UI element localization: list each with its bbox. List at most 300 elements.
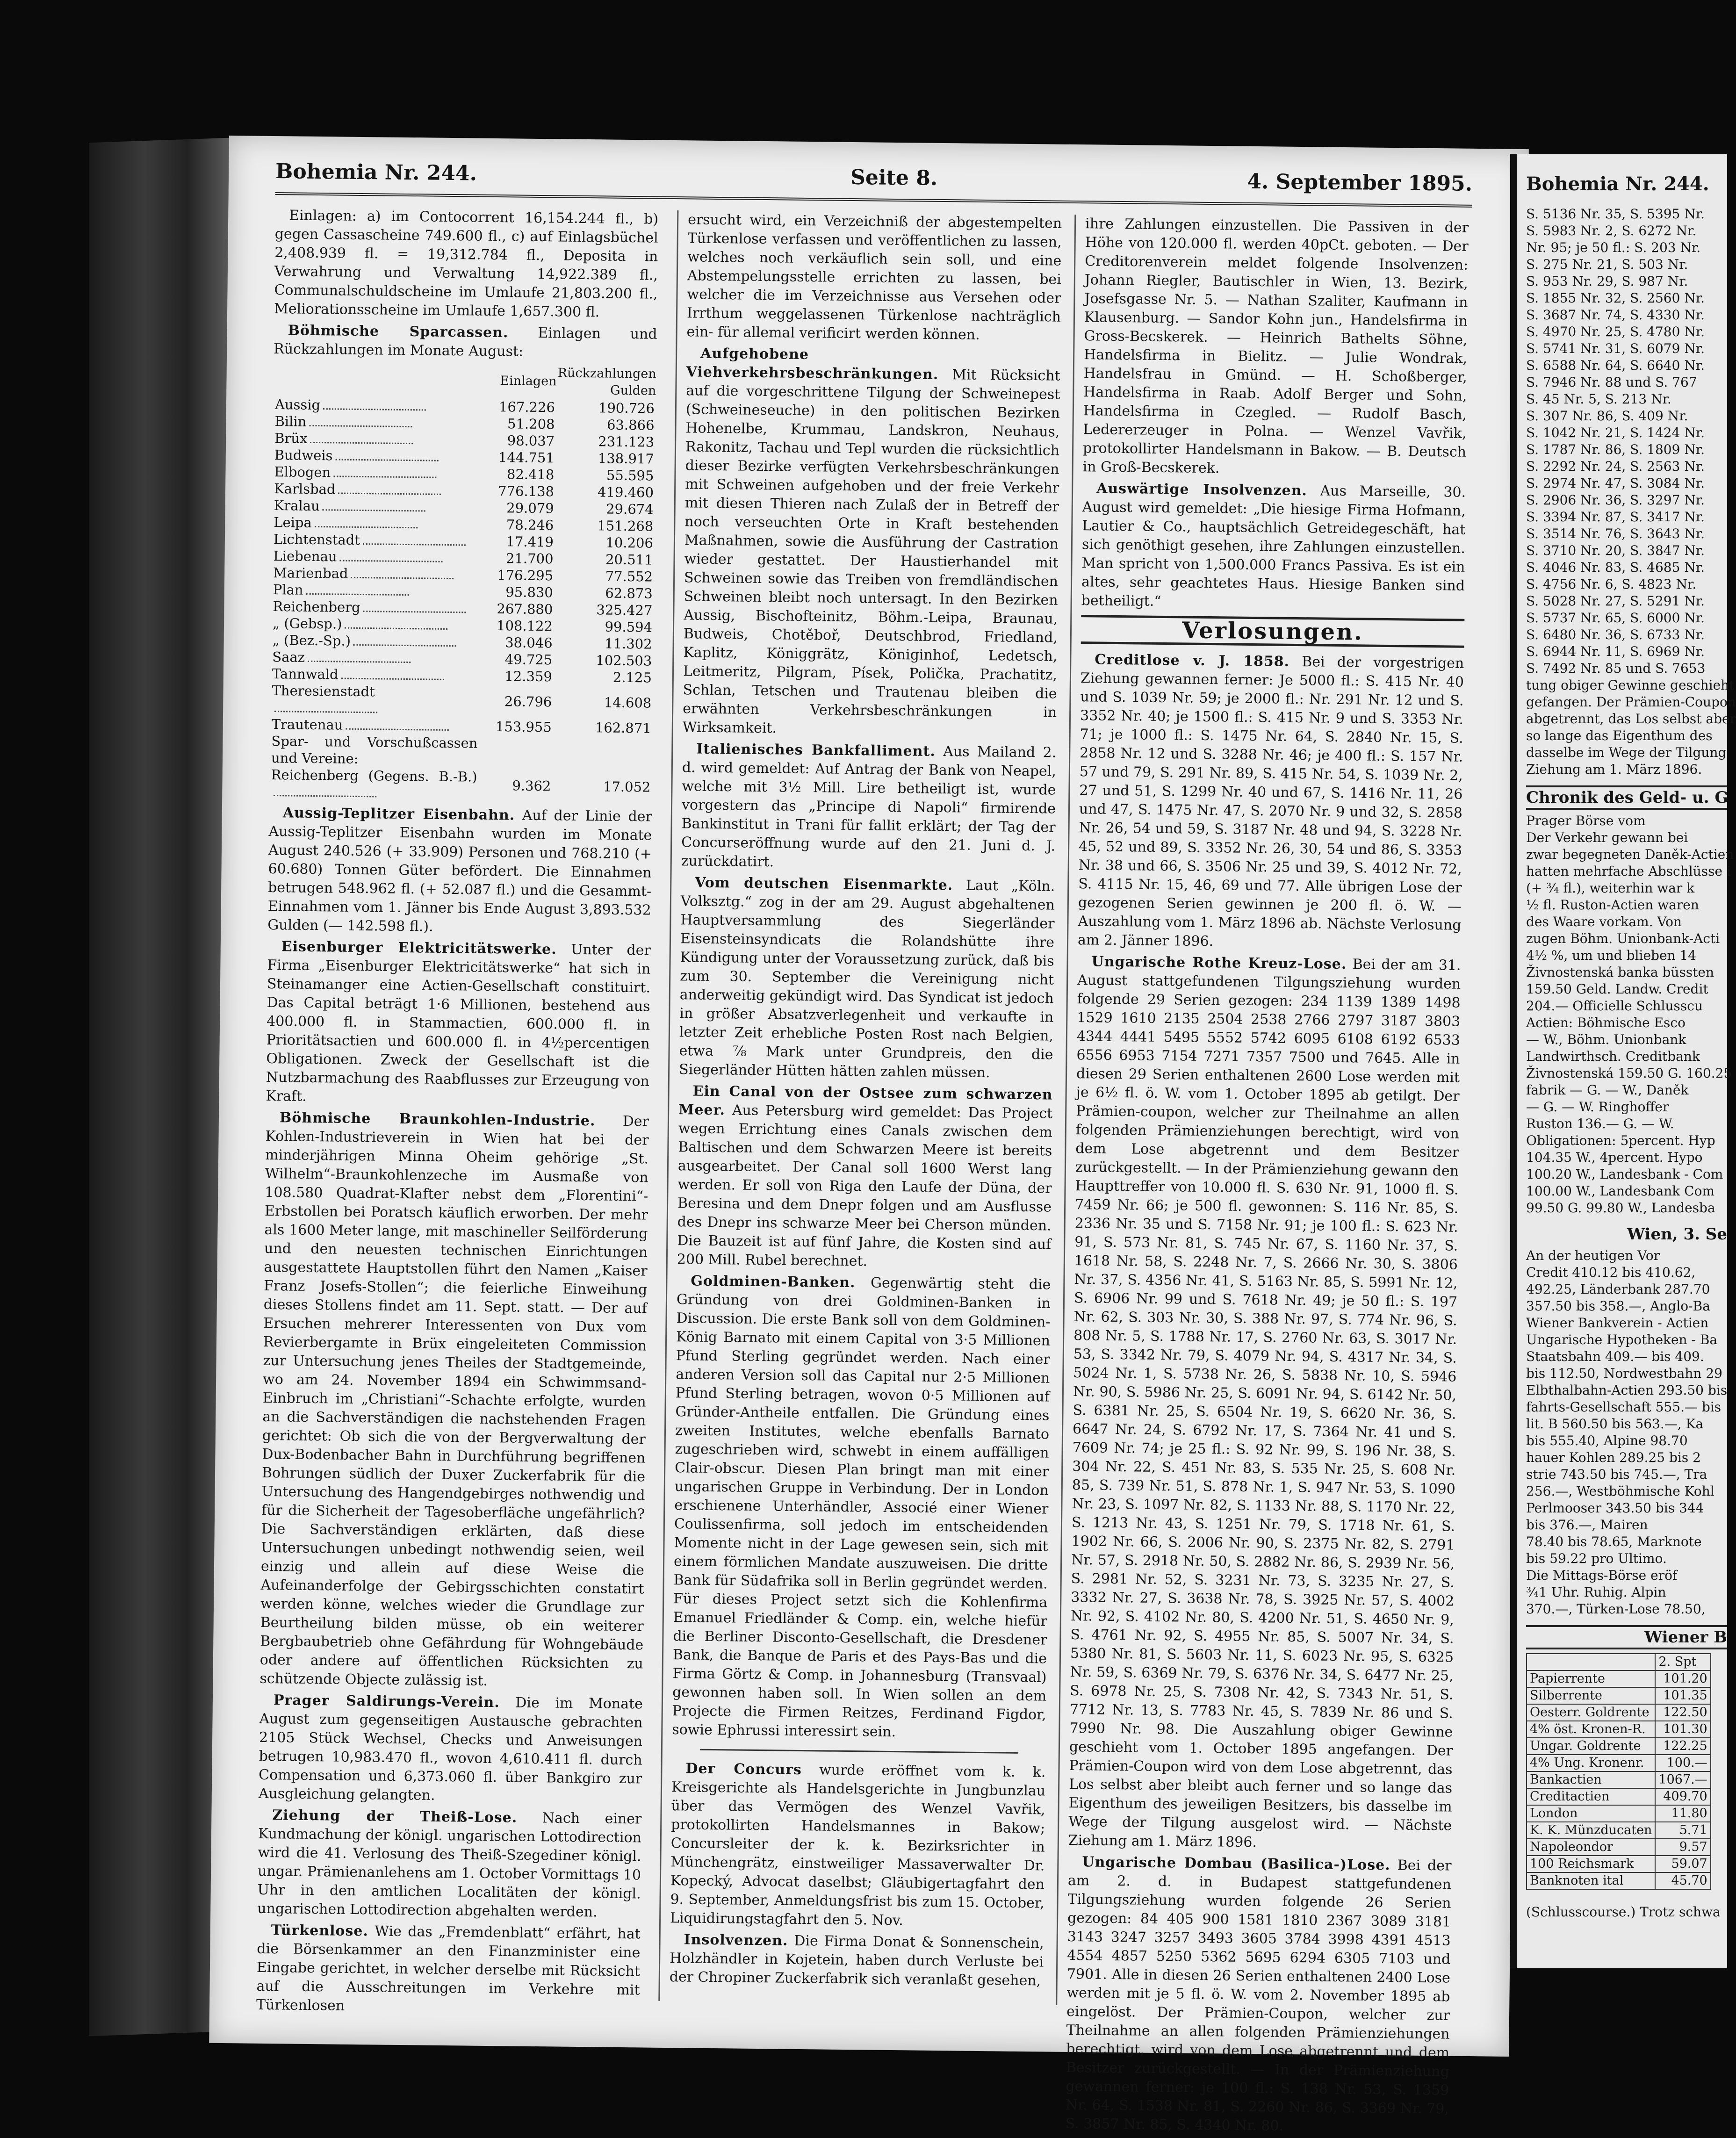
table-row bbox=[1527, 1721, 1711, 1738]
leader-dots bbox=[351, 577, 454, 579]
quote-cell: 45.70 bbox=[1655, 1872, 1710, 1889]
table-row bbox=[1527, 1822, 1711, 1839]
einlagen-cell: 776.138 bbox=[497, 483, 555, 500]
leader-dots bbox=[306, 593, 409, 596]
leader-dots bbox=[315, 526, 418, 528]
text-line: so lange das Eigenthum des bbox=[1526, 728, 1713, 743]
saldirungs-paragraph bbox=[259, 1691, 643, 1807]
leader-dots bbox=[345, 627, 447, 630]
town-name: Plan bbox=[273, 582, 303, 598]
text-line: Actien: Böhmische Esco bbox=[1526, 1015, 1686, 1030]
town-cell bbox=[271, 581, 481, 600]
text-line: S. 1042 Nr. 21, S. 1424 Nr. bbox=[1526, 425, 1705, 440]
security-name-cell: Silberrente bbox=[1527, 1687, 1655, 1704]
rueckzahlungen-cell: 55.595 bbox=[606, 467, 654, 484]
town-name: Kralau bbox=[274, 497, 320, 514]
ital-text: Aus Mailand 2. d. wird gemeldet: Auf Antrag der Bank von Neapel, welche mit 3½ Mill. Lire betheiligt ist, wurde vorgestern das „Principe di Napoli“ firmirende Bankinstitut in Trani für fallit erklärt; der Tag der Concurseröffnung wurde auf den 21. Juni d. J. zurückdatirt. bbox=[681, 743, 1057, 871]
text-line: hauer Kohlen 289.25 bis 2 bbox=[1526, 1450, 1701, 1465]
town-name: Spar- und Vorschußcassen und Vereine: bbox=[271, 733, 478, 767]
text-line: Ungarische Hypotheken - Ba bbox=[1526, 1332, 1718, 1347]
text-line: lit. B 560.50 bis 563.—, Ka bbox=[1526, 1416, 1704, 1432]
text-line: gefangen. Der Prämien-Coupon bbox=[1526, 694, 1736, 710]
quote-cell: 5.71 bbox=[1655, 1822, 1710, 1839]
text-line: S. 45 Nr. 5, S. 213 Nr. bbox=[1526, 391, 1671, 407]
einlagen-cell: 82.418 bbox=[506, 466, 555, 483]
text-line: Landwirthsch. Creditbank bbox=[1526, 1049, 1700, 1064]
newspaper-page bbox=[209, 136, 1529, 2134]
text-line: 204.— Officielle Schlusscu bbox=[1526, 998, 1703, 1014]
text-line: Die Mittags-Börse eröf bbox=[1526, 1568, 1678, 1583]
sparkassen-table bbox=[269, 361, 657, 804]
text-line: 78.40 bis 78.65, Marknote bbox=[1526, 1534, 1702, 1549]
security-name-cell: 100 Reichsmark bbox=[1527, 1856, 1655, 1872]
text-line: S. 275 Nr. 21, S. 503 Nr. bbox=[1526, 257, 1688, 272]
text-line: 256.—, Westböhmische Kohl bbox=[1526, 1483, 1714, 1499]
rueckzahlungen-cell: 17.052 bbox=[603, 778, 651, 795]
dombau-paragraph bbox=[1065, 1853, 1451, 2138]
town-cell bbox=[271, 615, 481, 634]
text-line: S. 1787 Nr. 86, S. 1809 Nr. bbox=[1526, 442, 1705, 457]
header-date: 4. September 1895. bbox=[1247, 169, 1473, 196]
town-name: Elbogen bbox=[274, 464, 331, 481]
town-cell bbox=[272, 531, 482, 550]
text-line: zugen Böhm. Unionbank-Acti bbox=[1526, 931, 1720, 946]
next-page-header: Bohemia Nr. 244. bbox=[1526, 173, 1709, 195]
text-line: S. 6480 Nr. 36, S. 6733 Nr. bbox=[1526, 627, 1705, 642]
rueckzahlungen-cell: 99.594 bbox=[605, 619, 653, 635]
ital-paragraph bbox=[681, 740, 1057, 874]
sparkassen-paragraph bbox=[274, 321, 657, 363]
text-line: S. 4756 Nr. 6, S. 4823 Nr. bbox=[1526, 576, 1697, 592]
continued-paragraph: ersucht wird, ein Verzeichniß der abgestempelten Türkenlose verfassen und veröffentlichen zu lassen, welches noch verkäuflich sein soll, und eine Abstempelungsstelle errichten zu lassen, bei welcher die im Verzeichnisse aus Versehen oder Irrthum weggelassenen Türkenlose nachträglich ein- für allemal verificirt werden können. bbox=[686, 211, 1062, 343]
text-line: Wiener Bankverein - Actien bbox=[1526, 1315, 1709, 1331]
text-line: 100.20 W., Landesbank - Com bbox=[1526, 1166, 1723, 1182]
text-line: S. 7946 Nr. 88 und S. 767 bbox=[1526, 374, 1697, 390]
book-binding bbox=[89, 138, 229, 2036]
security-name-cell: 4% öst. Kronen-R. bbox=[1527, 1721, 1655, 1738]
town-name: Aussig bbox=[274, 396, 321, 413]
table-header-cell: 2. Spt bbox=[1655, 1654, 1710, 1670]
rueckzahlungen-cell: 325.427 bbox=[596, 602, 653, 619]
column-3 bbox=[1056, 215, 1469, 2134]
text-line: S. 5741 Nr. 31, S. 6079 Nr. bbox=[1526, 341, 1705, 356]
quote-cell: 59.07 bbox=[1655, 1856, 1710, 1872]
table-row bbox=[1527, 1805, 1711, 1822]
table-header-row bbox=[273, 361, 657, 400]
tuerken-text: Wie das „Fremdenblatt“ erfährt, hat die Börsenkammer an den Finanzminister eine Eingabe gerichtet, in welcher derselbe mit Rücksicht auf die Ausschreitungen im Verkehre mit Türkenlosen bbox=[256, 1923, 641, 2014]
vieh-lead: Aufgehobene Viehverkehrsbeschränkungen. bbox=[686, 345, 939, 383]
column-1 bbox=[256, 206, 659, 2014]
text-line: S. 5136 Nr. 35, S. 5395 Nr. bbox=[1526, 206, 1705, 222]
security-name-cell: Creditactien bbox=[1527, 1788, 1655, 1805]
chronik-heading: Chronik des Geld- u. G bbox=[1526, 785, 1727, 810]
town-cell bbox=[270, 716, 480, 735]
rueckzahlungen-cell: 63.866 bbox=[606, 417, 655, 433]
text-line: S. 3394 Nr. 87, S. 3417 Nr. bbox=[1526, 509, 1705, 525]
rueckzahlungen-cell: 77.552 bbox=[605, 568, 653, 585]
aussig-paragraph bbox=[267, 804, 652, 939]
text-line: S. 307 Nr. 86, S. 409 Nr. bbox=[1526, 408, 1688, 424]
quote-cell: 101.20 bbox=[1655, 1670, 1710, 1687]
text-line: hatten mehrfache Abschlüsse i bbox=[1526, 864, 1731, 879]
creditlose-text: Bei der vorgestrigen Ziehung gewannen ferner: Je 5000 fl.: S. 415 Nr. 40 und S. 1039 Nr. 59; je 2000 fl.: Nr. 291 Nr. 12 und S. 3352 Nr. 40; je 1500 fl.: S. 415 Nr. 9 und S. 3353 Nr. 71; je 1000 fl.: S. 1475 Nr. 64, S. 2840 Nr. 15, S. 2858 Nr. 12 und S. 3288 Nr. 46; je 400 fl.: S. 157 Nr. 57 und 79, S. 291 Nr. 89, S. 415 Nr. 54, S. 1039 Nr. 2, 27 und 51, S. 1299 Nr. 40 und 67, S. 1416 Nr. 11, 26 und 47, S. 1475 Nr. 47, S. 2070 Nr. 9 und 32, S. 2858 Nr. 26, 54 und 59, S. 3187 Nr. 48 und 94, S. 3228 Nr. 45, 52 und 89, S. 3352 Nr. 26, 30, 54 und 86, S. 3353 Nr. 38 und 66, S. 3506 Nr. 25 und 39, S. 4012 Nr. 72, S. 4115 Nr. 15, 46, 69 und 77. Alle übrigen Lose der gezogenen Serien gewinnen je 200 fl. ö. W. — Auszahlung vom 1. März 1896 ab. Nächste Verlosung am 2. Jänner 1896. bbox=[1077, 654, 1464, 950]
security-name-cell: Bankactien bbox=[1527, 1771, 1655, 1788]
wiener-boerse-heading: Wiener B bbox=[1526, 1625, 1727, 1649]
text-line: ½ fl. Ruston-Actien waren bbox=[1526, 897, 1699, 913]
braunkohlen-lead: Böhmische Braunkohlen-Industrie. bbox=[279, 1109, 596, 1130]
ital-lead: Italienisches Bankfalliment. bbox=[696, 741, 936, 760]
insolvenzen-paragraph bbox=[670, 1930, 1044, 1990]
town-name: Lichtenstadt bbox=[273, 531, 360, 548]
eisenmarkt-lead: Vom deutschen Eisenmarkte. bbox=[695, 874, 953, 894]
einlagen-cell: 49.725 bbox=[504, 651, 553, 668]
text-line: Živnostenská 159.50 G. 160.25 bbox=[1526, 1065, 1732, 1081]
auswaertige-paragraph bbox=[1081, 479, 1466, 614]
table-header-cell bbox=[1527, 1654, 1655, 1670]
rueckzahlungen-cell: 138.917 bbox=[598, 450, 654, 467]
table-row bbox=[269, 733, 653, 770]
text-line: — G. — W. Ringhoffer bbox=[1526, 1099, 1669, 1115]
rothe-kreuz-text: Bei der am 31. August stattgefundenen Tilgungsziehung wurden folgende 29 Serien gezogen: 234 1139 1389 1498 1529 1610 2135 2504 2538 2766 2797 3187 3803 4344 4441 5495 5552 5742 6095 6108 6192 6533 6556 6953 7154 7271 7357 7500 und 7645. Alle in diesen 29 Serien enthaltenen 2600 Lose werden mit je 6½ fl. ö. W. vom 1. October 1895 ab getilgt. Der Prämien-coupon, welcher zur Theilnahme an allen folgenden Prämienziehungen berechtigt, wird von dem Lose abgetrennt und dem Besitzer zurückgestellt. — In der Prämienziehung gewann den Haupttreffer von 10.000 fl. S. 630 Nr. 91, 1000 fl. S. 7459 Nr. 66; je 500 fl. gewonnen: S. 116 Nr. 85, S. 2336 Nr. 35 und S. 7158 Nr. 91; je 100 fl.: S. 623 Nr. 91, S. 573 Nr. 81, S. 745 Nr. 67, S. 1160 Nr. 37, S. 1618 Nr. 58, S. 2248 Nr. 7, S. 2666 Nr. 30, S. 3806 Nr. 37, S. 4356 Nr. 41, S. 5163 Nr. 85, S. 5991 Nr. 12, S. 6906 Nr. 99 und S. 7618 Nr. 49; je 50 fl.: S. 197 Nr. 62, S. 303 Nr. 30, S. 388 Nr. 97, S. 774 Nr. 96, S. 808 Nr. 5, S. 1788 Nr. 17, S. 2760 Nr. 63, S. 3017 Nr. 53, S. 3342 Nr. 79, S. 4079 Nr. 94, S. 4317 Nr. 34, S. 5024 Nr. 1, S. 5738 Nr. 26, S. 5838 Nr. 10, S. 5946 Nr. 90, S. 5986 Nr. 25, S. 6091 Nr. 94, S. 6142 Nr. 50, S. 6381 Nr. 25, S. 6504 Nr. 19, S. 6620 Nr. 36, S. 6647 Nr. 24, S. 6792 Nr. 17, S. 7364 Nr. 41 und S. 7609 Nr. 74; je 25 fl.: S. 92 Nr. 99, S. 196 Nr. 38, S. 304 Nr. 22, S. 451 Nr. 83, S. 535 Nr. 25, S. 608 Nr. 85, S. 739 Nr. 51, S. 878 Nr. 1, S. 947 Nr. 53, S. 1090 Nr. 23, S. 1097 Nr. 82, S. 1133 Nr. 88, S. 1170 Nr. 22, S. 1213 Nr. 43, S. 1251 Nr. 79, S. 1718 Nr. 61, S. 1902 Nr. 66, S. 2006 Nr. 90, S. 2375 Nr. 82, S. 2791 Nr. 57, S. 2918 Nr. 50, S. 2882 Nr. 86, S. 2939 Nr. 56, S. 2981 Nr. 52, S. 3231 Nr. 73, S. 3235 Nr. 27, S. 3332 Nr. 27, S. 3638 Nr. 78, S. 3925 Nr. 57, S. 4002 Nr. 92, S. 4102 Nr. 80, S. 4200 Nr. 51, S. 4650 Nr. 9, S. 4761 Nr. 92, S. 4955 Nr. 85, S. 5007 Nr. 34, S. 5380 Nr. 81, S. 5603 Nr. 11, S. 6023 Nr. 95, S. 6325 Nr. 59, S. 6369 Nr. 79, S. 6376 Nr. 34, S. 6477 Nr. 25, S. 6978 Nr. 25, S. 7308 Nr. 42, S. 7343 Nr. 51, S. 7712 Nr. 13, S. 7783 Nr. 45, S. 7839 Nr. 86 und S. 7990 Nr. 98. Die Auszahlung obiger Gewinne geschieht vom 1. October 1895 angefangen. Der Prämien-Coupon wird von dem Lose abgetrennt, das Los selbst aber bleibt auch ferner und so lange das Eigenthum des jeweiligen Besitzers, bis dasselbe im Wege der Tilgung ausgelost wird. — Nächste Ziehung am 1. März 1896. bbox=[1068, 956, 1461, 1851]
rueckzahlungen-cell: 11.302 bbox=[605, 635, 652, 652]
continued-paragraph: ihre Zahlungen einzustellen. Die Passiven in der Höhe von 120.000 fl. werden 40pCt. geboten. — Der Creditorenverein meldet folgende Insolvenzen: Johann Riegler, Bautischler in Wien, 13. Bezirk, Josefsgasse Nr. 5. — Nathan Szaliter, Kaufmann in Klausenburg. — Sandor Kohn jun., Handelsfirma in Gross-Becskerek. — Heinrich Bathelts Söhne, Handelsfirma in Bielitz. — Julie Wondrak, Handelsfrau in Gmünd. — H. Schoßberger, Handelsfirma in Raab. Adolf Berger und Sohn, Handelsfirma in Czegled. — Rudolf Basch, Ledererzeuger in Polna. — Wenzel Vavřik, protokollirter Handelsmann in Bakow. — B. Deutsch in Groß-Becskerek. bbox=[1082, 216, 1469, 477]
leader-dots bbox=[341, 678, 444, 680]
text-line: Živnostenská banka büssten bbox=[1526, 965, 1714, 980]
town-cell bbox=[273, 430, 483, 449]
tuerken-lead: Türkenlose. bbox=[271, 1922, 369, 1940]
text-line: Prager Börse vom bbox=[1526, 813, 1646, 828]
rueckzahlungen-cell bbox=[553, 735, 653, 770]
leader-dots bbox=[363, 543, 466, 546]
eisenburger-paragraph bbox=[266, 937, 651, 1110]
goldminen-text: Gegenwärtig steht die Gründung von drei Goldminen-Banken in Discussion. Die erste Bank soll von dem Goldminen-König Barnato mit einem Capital von 3·5 Millionen Pfund Sterling gegründet werden. Nach einer anderen Version soll das Capital nur 2·5 Millionen Pfund Sterling betragen, wovon 0·5 Millionen auf Gründer-Antheile entfallen. Die Gründung eines zweiten Institutes, welche ebenfalls Barnato zugeschrieben wird, schwebt in einem auffälligen Clair-obscur. Diesen Plan bringt man mit einer ungarischen Gruppe in Verbindung. Der in London erschienene Unterhändler, Associé einer Wiener Coulissenfirma, soll jedoch im entscheidenden Momente nicht in der Lage gewesen sein, sich mit einem förmlichen Mandate auszuweisen. Die dritte Bank für Südafrika soll in Berlin gegründet werden. Für dieses Project setzt sich die Kohlenfirma Emanuel Friedländer & Comp. ein, welche hiefür die Berliner Disconto-Gesellschaft, die Dresdener Bank, die Banque de Paris et des Pays-Bas und die Firma Görtz & Comp. in Johannesburg (Transvaal) gewonnen haben soll. In Wien sollen an dem Projecte die Firmen Reitzes, Ferdinand Figdor, sowie Ephrussi interessirt sein. bbox=[672, 1274, 1051, 1741]
table-row bbox=[1527, 1704, 1711, 1721]
town-cell bbox=[273, 413, 483, 432]
leader-dots bbox=[335, 459, 438, 461]
text-line: zwar begegneten Daněk-Actien bbox=[1526, 847, 1734, 862]
text-line: S. 6588 Nr. 64, S. 6640 Nr. bbox=[1526, 358, 1705, 373]
quote-cell: 409.70 bbox=[1655, 1788, 1710, 1805]
leader-dots bbox=[346, 728, 448, 731]
einlagen-cell: 17.419 bbox=[506, 533, 554, 550]
einlagen-cell: 98.037 bbox=[507, 432, 555, 449]
text-line: S. 6944 Nr. 11, S. 6969 Nr. bbox=[1526, 644, 1705, 659]
rueckzahlungen-cell: 102.503 bbox=[596, 652, 652, 669]
einlagen-cell: 78.246 bbox=[506, 517, 554, 533]
quote-cell: 1067.— bbox=[1655, 1771, 1710, 1788]
leader-dots bbox=[323, 509, 425, 511]
text-line: S. 5737 Nr. 65, S. 6000 Nr. bbox=[1526, 610, 1705, 626]
creditlose-lead: Creditlose v. J. 1858. bbox=[1095, 651, 1290, 670]
text-line: Der Verkehr gewann bei bbox=[1526, 830, 1688, 845]
quote-cell: 9.57 bbox=[1655, 1839, 1710, 1856]
auswaertige-lead: Auswärtige Insolvenzen. bbox=[1096, 480, 1308, 499]
town-cell bbox=[271, 598, 481, 617]
concurs-lead: Der Concurs bbox=[685, 1760, 802, 1778]
creditlose-paragraph bbox=[1078, 650, 1464, 954]
text-line: 100.00 W., Landesbank Com bbox=[1526, 1183, 1714, 1199]
town-cell bbox=[272, 463, 482, 482]
canal-lead: Ein Canal von der Ostsee zum schwarzen Meer. bbox=[678, 1083, 1053, 1119]
text-line: S. 4046 Nr. 83, S. 4685 Nr. bbox=[1526, 560, 1705, 575]
einlagen-cell: 144.751 bbox=[498, 449, 555, 466]
town-cell bbox=[271, 564, 481, 583]
rueckzahlungen-cell: 190.726 bbox=[598, 400, 655, 417]
aussig-text: Auf der Linie der Aussig-Teplitzer Eisenbahn wurden im Monate August 240.526 (+ 33.909) Personen und 768.210 (+ 60.680) Tonnen Güter befördert. Die Einnahmen betrugen 548.962 fl. (+ 52.087 fl.) und die Gesammt-Einnahmen vom 1. Jänner bis Ende August 3,893.532 Gulden (— 142.598 fl.). bbox=[267, 807, 652, 935]
town-name: Karlsbad bbox=[274, 481, 336, 497]
text-line: tung obiger Gewinne geschieht bbox=[1526, 677, 1735, 693]
wiener-boerse-table-body bbox=[1527, 1670, 1711, 1889]
leader-dots bbox=[274, 795, 376, 797]
einlagen-cell: 26.796 bbox=[504, 693, 552, 710]
town-name: Liebenau bbox=[273, 548, 337, 565]
table-row bbox=[1527, 1771, 1711, 1788]
einlagen-cell: 167.226 bbox=[498, 399, 555, 416]
town-name: Reichenberg bbox=[273, 598, 360, 615]
section-banner-verlosungen: Verlosungen. bbox=[1081, 615, 1465, 648]
table-row bbox=[1527, 1856, 1711, 1872]
einlagen-cell: 108.122 bbox=[496, 618, 553, 634]
text-line: Nr. 95; je 50 fl.: S. 203 Nr. bbox=[1526, 240, 1701, 255]
text-line: — W., Böhm. Unionbank bbox=[1526, 1032, 1686, 1047]
town-cell bbox=[272, 497, 482, 516]
table-row bbox=[1527, 1788, 1711, 1805]
town-name: „ (Bez.-Sp.) bbox=[272, 632, 351, 649]
wien-lines bbox=[1526, 1247, 1727, 1618]
rothe-kreuz-lead: Ungarische Rothe Kreuz-Lose. bbox=[1091, 953, 1347, 973]
theiss-lead: Ziehung der Theiß-Lose. bbox=[272, 1807, 518, 1826]
rueckzahlungen-cell: 151.268 bbox=[597, 518, 654, 534]
einlagen-cell: 38.046 bbox=[505, 634, 553, 651]
quote-cell: 11.80 bbox=[1655, 1805, 1710, 1822]
leader-dots bbox=[340, 560, 443, 562]
insolvenzen-text: Die Firma Donat & Sonnenschein, Holzhändler in Kojetein, haben durch Verluste bei der Chropiner Zuckerfabrik sich veranlaßt gesehen, bbox=[669, 1932, 1044, 1989]
town-name: Tannwald bbox=[272, 666, 339, 683]
dombau-text: Bei der am 2. d. in Budapest stattgefundenen Tilgungsziehung wurden folgende 26 Serien gezogen: 84 405 900 1581 1810 2367 3089 3181 3143 3247 3257 3493 3605 3784 3998 4391 4513 4554 4857 5250 5362 5695 6294 6305 7103 und 7901. Alle in diesen 26 Serien enthaltenen 2400 Lose werden mit je 5 fl. ö. W. vom 2. November 1895 ab eingelöst. Der Prämien-Coupon, welcher zur Theilnahme an allen folgenden Prämienziehungen berechtigt, wird von dem Lose abgetrennt und dem Besitzer zurückgestellt. — In der Prämienziehung gewannen ferner: je 100 fl.: S. 138 Nr. 53, S. 1359 Nr. 64, S. 1538 Nr. 81, S. 2260 Nr. 86, S. 3369 Nr. 79, S. 3857 Nr. 85, S. 4340 Nr. 80. bbox=[1065, 1857, 1452, 2134]
dombau-lead: Ungarische Dombau (Basilica-)Lose. bbox=[1082, 1854, 1390, 1874]
security-name-cell: Oesterr. Goldrente bbox=[1527, 1704, 1655, 1721]
text-line: 492.25, Länderbank 287.70 bbox=[1526, 1281, 1710, 1297]
text-line: 104.35 W., 4percent. Hypo bbox=[1526, 1150, 1703, 1165]
text-line: 357.50 bis 358.—, Anglo-Ba bbox=[1526, 1298, 1710, 1314]
theiss-text: Nach einer Kundmachung der königl. ungarischen Lottodirection wird die 41. Verlosung des Theiß-Szegediner königl. ungar. Prämienanlehens am 1. October Vormittags 10 Uhr in den amtlichen Localitäten der königl. ungarischen Lottodirection abgehalten werden. bbox=[257, 1810, 642, 1921]
quote-cell: 122.25 bbox=[1655, 1738, 1710, 1755]
einlagen-cell: 12.359 bbox=[504, 668, 553, 685]
lottery-lines bbox=[1526, 206, 1736, 778]
einlagen-cell: 267.880 bbox=[497, 601, 553, 618]
town-name: Budweis bbox=[274, 447, 333, 464]
text-line: bis 59.22 pro Ultimo. bbox=[1526, 1551, 1667, 1566]
text-line: Ziehung am 1. März 1896. bbox=[1526, 762, 1702, 777]
text-line: S. 2974 Nr. 47, S. 3084 Nr. bbox=[1526, 475, 1705, 491]
text-line: S. 7492 Nr. 85 und S. 7653 bbox=[1526, 661, 1706, 676]
goldminen-lead: Goldminen-Banken. bbox=[691, 1273, 856, 1291]
table-row bbox=[269, 766, 653, 804]
goldminen-paragraph bbox=[672, 1272, 1051, 1743]
leader-dots bbox=[363, 611, 466, 613]
text-line: S. 2292 Nr. 24, S. 2563 Nr. bbox=[1526, 459, 1705, 474]
text-line: 159.50 Geld. Landw. Credit bbox=[1526, 981, 1708, 997]
security-name-cell: Papierrente bbox=[1527, 1670, 1655, 1687]
text-line: Staatsbahn 409.— bis 409. bbox=[1526, 1349, 1704, 1364]
saldirungs-lead: Prager Saldirungs-Verein. bbox=[273, 1692, 500, 1711]
theiss-paragraph bbox=[257, 1806, 641, 1922]
town-name: Bilin bbox=[274, 413, 307, 430]
town-name: Saaz bbox=[272, 649, 305, 665]
concurs-text: wurde eröffnet vom k. k. Kreisgerichte als Handelsgerichte in Jungbunzlau über das Vermögen des Wenzel Vavřik, protokollirten Handelsmannes in Bakow; Concursleiter der k. k. Bezirksrichter in Münchengrätz, einstweiliger Massaverwalter Dr. Kopecký, Advocat daselbst; Gläubigertagfahrt den 9. September, Anmeldungsfrist bis zum 15. October, Liquidirungstagfahrt den 5. Nov. bbox=[670, 1762, 1046, 1929]
section-divider bbox=[700, 1749, 1018, 1754]
canal-paragraph bbox=[677, 1082, 1053, 1273]
einlagen-cell: 21.700 bbox=[505, 550, 554, 567]
text-line: abgetrennt, das Los selbst aber bbox=[1526, 711, 1736, 727]
quote-cell: 122.50 bbox=[1655, 1704, 1710, 1721]
town-cell bbox=[272, 480, 482, 499]
text-line: Perlmooser 343.50 bis 344 bbox=[1526, 1500, 1704, 1516]
text-line: 4½ %, um und blieben 14 bbox=[1526, 948, 1697, 963]
town-cell bbox=[270, 665, 480, 684]
text-line: bis 555.40, Alpine 98.70 bbox=[1526, 1433, 1688, 1448]
saldirungs-text: Die im Monate August zum gegenseitigen Austausche gebrachten 2105 Stück Wechsel, Checks und Anweisungen betrugen 10,983.470 fl., wovon 4,610.411 fl. durch Compensation und 6,373.060 fl. über Bankgiro zur Ausgleichung gelangten. bbox=[258, 1694, 643, 1804]
auswaertige-text: Aus Marseille, 30. August wird gemeldet: „Die hiesige Firma Hofmann, Lautier & Co., hauptsächlich Getreidegeschäft, hat sich genöthigt gesehen, ihre Zahlungen einzustellen. Man spricht von 1,500.000 Francs Passiva. Es ist ein altes, sehr geachtetes Haus. Hiesige Banken sind betheiligt.“ bbox=[1081, 482, 1466, 610]
footer-line: (Schlusscourse.) Trotz schwa bbox=[1526, 1904, 1721, 1920]
vieh-text: Mit Rücksicht auf die vorgeschrittene Tilgung der Schweinepest (Schweineseuche) in den politischen Bezirken Hohenelbe, Krummau, Landskron, Neuhaus, Rakonitz, Tachau und Tepl wurden die rücksichtlich dieser Bezirke verfügten Verkehrsbeschränkungen mit Schweinen aufgehoben und der freie Verkehr mit diesen Thieren nach Zulaß der in Betreff der noch verseuchten Orte in Kraft bestehenden Maßnahmen, sowie die Ausführung der Castration wieder gestattet. Der Haustierhandel mit Schweinen sowie das Treiben von fremdländischen Schweinen bleibt noch untersagt. In den Bezirken Aussig, Bischofteinitz, Böhm.-Leipa, Braunau, Budweis, Chotěboř, Deutschbrod, Friedland, Kaplitz, Königgrätz, Königinhof, Ledetsch, Leitmeritz, Pilgram, Písek, Polička, Prachatitz, Schlan, Tetschen und Trautenau bleiben die erwähnten Verkehrsbeschränkungen in Wirksamkeit. bbox=[682, 367, 1060, 737]
eisenburger-lead: Eisenburger Elektricitätswerke. bbox=[281, 938, 557, 958]
chronik-lines bbox=[1526, 813, 1734, 1217]
text-line: S. 953 Nr. 29, S. 987 Nr. bbox=[1526, 274, 1688, 289]
town-cell bbox=[271, 547, 481, 567]
text-line: fahrts-Gesellschaft 555.— bis bbox=[1526, 1399, 1722, 1415]
einlagen-cell: 95.830 bbox=[505, 584, 553, 601]
text-line: Ruston 136.— G. — W. bbox=[1526, 1116, 1674, 1131]
wien-heading: Wien, 3. Se bbox=[1627, 1225, 1727, 1244]
text-line: S. 5983 Nr. 2, S. 6272 Nr. bbox=[1526, 223, 1697, 238]
text-line: 370.—, Türken-Lose 78.50, bbox=[1526, 1601, 1706, 1617]
town-cell bbox=[269, 733, 480, 769]
einlagen-cell bbox=[479, 735, 554, 770]
table-row bbox=[1527, 1738, 1711, 1755]
table-header-cell bbox=[273, 361, 483, 398]
text-line: S. 1855 Nr. 32, S. 2560 Nr. bbox=[1526, 290, 1705, 306]
aussig-lead: Aussig-Teplitzer Eisenbahn. bbox=[282, 805, 515, 824]
text-line: S. 5028 Nr. 27, S. 5291 Nr. bbox=[1526, 593, 1705, 609]
town-cell bbox=[269, 766, 479, 802]
town-name: Trautenau bbox=[271, 716, 343, 733]
sparkassen-lead: Böhmische Sparcassen. bbox=[288, 322, 509, 341]
security-name-cell: K. K. Münzducaten bbox=[1527, 1822, 1655, 1839]
header-issue: Bohemia Nr. 244. bbox=[275, 159, 477, 186]
text-line: des Waare vorkam. Von bbox=[1526, 914, 1682, 929]
sparkassen-text: Einlagen und Rückzahlungen im Monate August: bbox=[274, 324, 657, 360]
leader-dots bbox=[338, 492, 441, 495]
canal-text: Aus Petersburg wird gemeldet: Das Project wegen Errichtung eines Canals zwischen dem Baltischen und dem Schwarzen Meere ist bereits ausgearbeitet. Der Canal soll 1600 Werst lang werden. Er soll von Riga den Laufe der Düna, der Beresina und dem Dnepr folgen und am Ausflusse des Dnepr ins schwarze Meer bei Cherson münden. Die Bauzeit ist auf fünf Jahre, die Kosten sind auf 200 Mill. Rubel berechnet. bbox=[677, 1102, 1053, 1270]
text-line: Credit 410.12 bis 410.62, bbox=[1526, 1265, 1696, 1280]
eisenburger-text: Unter der Firma „Eisenburger Elektricitätswerke“ hat sich in Steinamanger eine Actien-Gesellschaft constituirt. Das Capital beträgt 1·6 Millionen, bestehend aus 400.000 fl. in Stammactien, 600.000 fl. in Prioritätsactien und 600.000 fl. in 4½percentigen Obligationen. Zweck der Gesellschaft ist die Nutzbarmachung des Raabflusses zur Erzeugung von Kraft. bbox=[266, 941, 651, 1105]
next-page-body bbox=[1526, 206, 1736, 1921]
town-cell bbox=[273, 396, 483, 415]
text-line: (+ ¾ fl.), weiterhin war k bbox=[1526, 880, 1695, 896]
text-line: S. 3514 Nr. 76, S. 3643 Nr. bbox=[1526, 526, 1705, 541]
rueckzahlungen-cell: 62.873 bbox=[605, 585, 653, 602]
vieh-paragraph bbox=[683, 344, 1061, 741]
text-line: strie 743.50 bis 745.—, Tra bbox=[1526, 1467, 1707, 1482]
leader-dots bbox=[323, 408, 426, 410]
town-name: Marienbad bbox=[273, 565, 348, 582]
text-line: S. 3687 Nr. 74, S. 4330 Nr. bbox=[1526, 307, 1705, 323]
town-name: Reichenberg (Gegens. B.-B.) bbox=[271, 767, 477, 785]
rueckzahlungen-cell: 20.511 bbox=[605, 551, 653, 568]
leader-dots bbox=[333, 475, 436, 478]
leader-dots bbox=[309, 425, 412, 427]
quote-cell: 101.35 bbox=[1655, 1687, 1710, 1704]
tuerken-paragraph bbox=[256, 1921, 641, 2019]
table-row bbox=[1527, 1839, 1711, 1856]
einlagen-cell: 176.295 bbox=[497, 567, 554, 584]
next-page-fragment bbox=[1510, 154, 1736, 1968]
braunkohlen-paragraph bbox=[259, 1109, 649, 1692]
braunkohlen-text: Der Kohlen-Industrieverein in Wien hat bei der minderjährigen Minna Oheim gehörige „St. Wilhelm“-Braunkohlenzeche im Ausmaße von 108.580 Quadrat-Klafter nebst dem „Florentini“-Erbstollen bei Poratsch käuflich erworben. Der mehr als 1600 Meter lange, mit maschineller Seilförderung und den neuesten technischen Einrichtungen ausgestattete Hauptstollen führt den Namen „Kaiser Franz Josefs-Stollen“; die feierliche Einweihung dieses Stollens findet am 11. Sept. statt. — Der auf Ersuchen mehrerer Interessenten von Dux vom Revierbergamte in Brüx eingeleiteten Commission zur Untersuchung jenes Theiles der Stadtgemeinde, wo am 24. November 1894 ein Schwimmsand-Einbruch im „Christiani“-Schachte erfolgte, wurden an die Sachverständigen die nachstehenden Fragen gerichtet: Ob sich die von der Bergverwaltung der Dux-Bodenbacher Bahn in Durchführung begriffenen Bohrungen südlich der Duxer Zuckerfabrik für die Untersuchung des Hangendgebirges nothwendig und für die Sicherheit der Tagesoberfläche ungefährlich? Die Sachverständigen erklärten, daß diese Untersuchungen unbedingt nothwendig seien, weil einzig und allein auf diese Weise die Aufeinanderfolge der Gebirgsschichten constatirt werden könne, welches wieder die Grundlage zur Beurtheilung bilden müsse, ob ein weiterer Bergbaubetrieb ohne Gefährdung für Wohngebäude oder andere auf öffentlichen Rücksichten zu schützende Objecte zulässig ist. bbox=[259, 1113, 649, 1689]
text-line: fabrik — G. — W., Daněk bbox=[1526, 1082, 1689, 1098]
text-line: 99.50 G. 99.80 W., Landesba bbox=[1526, 1200, 1715, 1216]
town-cell bbox=[270, 648, 480, 668]
town-name: Leipa bbox=[274, 514, 312, 531]
town-cell bbox=[271, 632, 481, 651]
town-cell bbox=[273, 446, 483, 466]
table-row bbox=[1527, 1872, 1711, 1889]
rothe-kreuz-paragraph bbox=[1068, 952, 1461, 1854]
text-line: ¾1 Uhr. Ruhig. Alpin bbox=[1526, 1584, 1666, 1600]
sparkassen-table-body bbox=[269, 396, 656, 804]
town-cell bbox=[272, 514, 482, 533]
rueckzahlungen-cell: 2.125 bbox=[612, 669, 652, 686]
text-line: S. 3710 Nr. 20, S. 3847 Nr. bbox=[1526, 543, 1705, 558]
einlagen-cell: 153.955 bbox=[495, 719, 552, 735]
rueckzahlungen-cell: 162.871 bbox=[595, 720, 651, 736]
einlagen-cell: 29.079 bbox=[506, 500, 554, 517]
leader-dots bbox=[353, 644, 456, 647]
insolvenzen-lead: Insolvenzen. bbox=[684, 1931, 788, 1949]
leader-dots bbox=[308, 661, 411, 663]
intro-paragraph: Einlagen: a) im Contocorrent 16,154.244 fl., b) gegen Cassascheine 749.600 fl., c) auf Einlagsbüchel 2,408.939 fl. = 19,312.784 fl., Deposita in Verwahrung und Verwaltung 14,922.389 fl., Communalschuldscheine im Umlaufe 21,803.200 fl., Meliorationsscheine im Umlaufe 1,657.300 fl. bbox=[274, 207, 659, 321]
text-line: bis 376.—, Mairen bbox=[1526, 1517, 1648, 1533]
text-line: An der heutigen Vor bbox=[1526, 1248, 1660, 1263]
town-name: Brüx bbox=[274, 430, 308, 446]
eisenmarkt-text: Laut „Köln. Volksztg.“ zog in der am 29. August abgehaltenen Hauptversammlung des Siegerländer Eisensteinsyndicats die Rolandshütte ihre Kündigung unter der Voraussetzung zurück, daß bis zum 30. September die Vereinigung nicht anderweitig gekündigt wird. Das Syndicat ist jedoch in größer Absatzverlegenheit und verkaufte in letzter Zeit erhebliche Posten Rost nach Belgien, etwa ⅞ Mark unter Grundpreis, den die Siegerländer Hütten hätten zahlen müssen. bbox=[678, 877, 1055, 1081]
table-header-cell: Einlagen bbox=[500, 374, 557, 389]
eisenmarkt-paragraph bbox=[679, 873, 1055, 1083]
text-line: bis 112.50, Nordwestbahn 29 bbox=[1526, 1366, 1722, 1381]
einlagen-cell: 51.208 bbox=[507, 416, 555, 432]
text-line: Obligationen: 5percent. Hyp bbox=[1526, 1133, 1715, 1148]
quote-cell: 101.30 bbox=[1655, 1721, 1710, 1738]
security-name-cell: London bbox=[1527, 1805, 1655, 1822]
concurs-paragraph bbox=[670, 1759, 1046, 1931]
rueckzahlungen-cell: 29.674 bbox=[606, 501, 654, 518]
rueckzahlungen-cell: 14.608 bbox=[604, 694, 652, 711]
table-row bbox=[1527, 1670, 1711, 1687]
town-name: Theresienstadt bbox=[272, 683, 375, 700]
town-cell bbox=[270, 682, 480, 718]
table-row bbox=[270, 682, 654, 720]
security-name-cell: Napoleondor bbox=[1527, 1839, 1655, 1856]
rueckzahlungen-cell: 231.123 bbox=[598, 433, 655, 450]
leader-dots bbox=[310, 442, 413, 444]
town-name: „ (Gebsp.) bbox=[272, 615, 342, 632]
einlagen-cell: 9.362 bbox=[512, 777, 551, 794]
text-line: S. 2906 Nr. 36, S. 3297 Nr. bbox=[1526, 492, 1705, 508]
rueckzahlungen-cell: 419.460 bbox=[597, 484, 654, 501]
header-page-number: Seite 8. bbox=[850, 165, 938, 190]
text-line: Elbthalbahn-Actien 293.50 bis bbox=[1526, 1382, 1728, 1398]
